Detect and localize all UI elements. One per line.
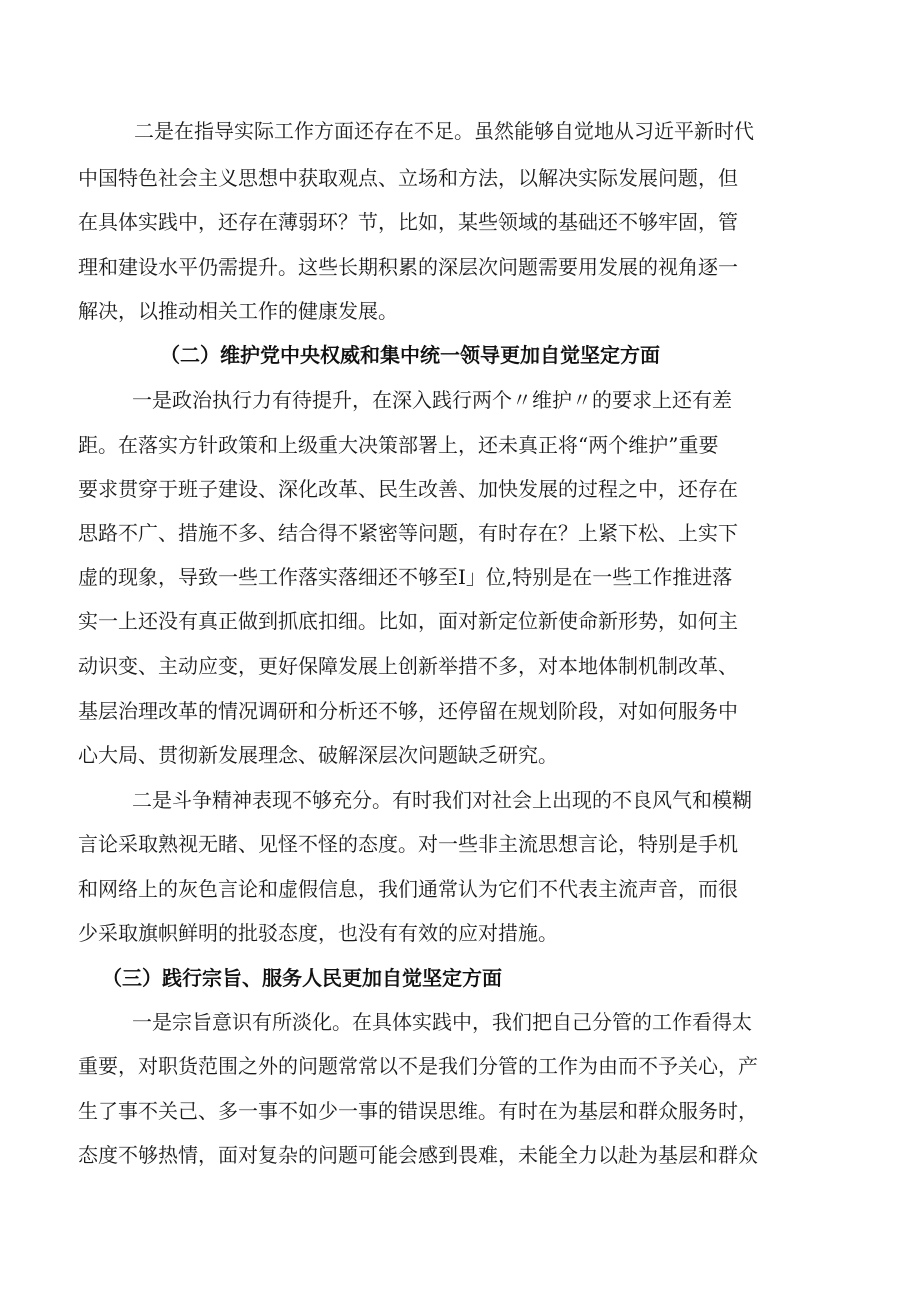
paragraph-line: 一是政治执行力有待提升，在深入践行两个〃维护〃的要求上还有差 xyxy=(132,388,732,412)
paragraph-line: 少采取旗帜鲜明的批驳态度，也没有有效的应对措施。 xyxy=(78,921,558,945)
section-heading: （三）践行宗旨、服务人民更加自觉坚定方面 xyxy=(102,966,502,990)
paragraph-line: 虚的现象，导致一些工作落实落细还不够至I」位,特别是在一些工作推进落 xyxy=(78,565,733,589)
paragraph-line: 言论采取熟视无睹、见怪不怪的态度。对一些非主流思想言论，特别是手机 xyxy=(78,832,738,856)
paragraph-line: 基层治理改革的情况调研和分析还不够，还停留在规划阶段，对如何服务中 xyxy=(78,699,738,723)
paragraph-line: 思路不广、措施不多、结合得不紧密等问题，有时存在？上紧下松、上实下 xyxy=(78,521,738,545)
paragraph-line: 生了事不关己、多一事不如少一事的错误思维。有时在为基层和群众服务时， xyxy=(78,1099,758,1123)
paragraph-line: 距。在落实方针政策和上级重大决策部署上，还未真正将“两个维护”重要 xyxy=(78,433,719,457)
paragraph-line: 二是在指导实际工作方面还存在不足。虽然能够自觉地从习近平新时代 xyxy=(134,119,754,143)
paragraph-line: 在具体实践中，还存在薄弱环？节，比如，某些领域的基础还不够牢固，管 xyxy=(78,210,738,234)
section-heading: （二）维护党中央权威和集中统一领导更加自觉坚定方面 xyxy=(160,343,660,367)
paragraph-line: 动识变、主动应变，更好保障发展上创新举措不多，对本地体制机制改革、 xyxy=(78,654,738,678)
paragraph-line: 重要，对职货范围之外的问题常常以不是我们分管的工作为由而不予关心，产 xyxy=(78,1054,758,1078)
paragraph-line: 要求贯穿于班子建设、深化改革、民生改善、加快发展的过程之中，还存在 xyxy=(78,477,738,501)
paragraph-line: 态度不够热情，面对复杂的问题可能会感到畏难，未能全力以赴为基层和群众 xyxy=(78,1143,758,1167)
paragraph-line: 心大局、贯彻新发展理念、破解深层次问题缺乏研究。 xyxy=(78,743,558,767)
paragraph-line: 中国特色社会主义思想中获取观点、立场和方法，以解决实际发展问题，但 xyxy=(78,166,738,190)
paragraph-line: 和网络上的灰色言论和虚假信息，我们通常认为它们不代表主流声音，而很 xyxy=(78,877,738,901)
paragraph-line: 二是斗争精神表现不够充分。有时我们对社会上出现的不良风气和模糊 xyxy=(132,788,752,812)
paragraph-line: 解决，以推动相关工作的健康发展。 xyxy=(78,299,398,323)
paragraph-line: 一是宗旨意识有所淡化。在具体实践中，我们把自己分管的工作看得太 xyxy=(132,1010,752,1034)
paragraph-line: 理和建设水平仍需提升。这些长期积累的深层次问题需要用发展的视角逐一 xyxy=(78,255,738,279)
paragraph-line: 实一上还没有真正做到抓底扣细。比如，面对新定位新使命新形势，如何主 xyxy=(78,609,738,633)
